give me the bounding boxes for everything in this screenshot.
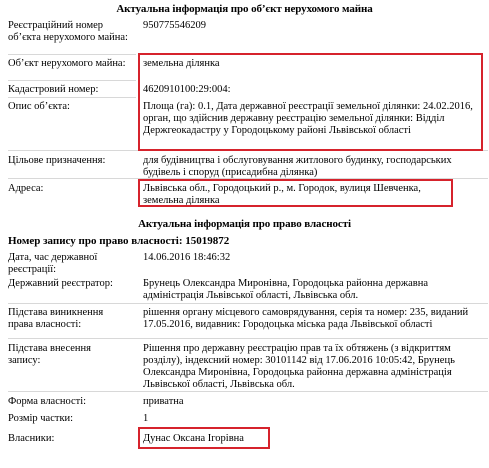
label-owners: Власники: [8,433,55,444]
label-ownership-basis: Підстава виникнення права власності: [8,307,104,330]
label-cadastral-number: Кадастровий номер: [8,84,99,95]
row-divider [8,303,488,304]
highlight-owner-box [138,427,270,449]
ownership-section-title: Актуальна інформація про право власності [138,218,351,230]
value-object-type: земельна ділянка [143,58,220,69]
row-divider [8,391,488,392]
row-divider [8,80,136,81]
value-purpose: для будівництва і обслуговування житлового будинку, господарських будівель і споруд (присадибна ділянка) [143,155,452,178]
label-registration-number: Реєстраційний номер об’єкта нерухомого майна: [8,20,128,43]
value-registration-date: 14.06.2016 18:46:32 [143,252,231,263]
value-registration-number: 950775546209 [143,20,206,31]
row-divider [8,338,488,339]
record-number-heading [8,235,229,247]
label-purpose: Цільове призначення: [8,155,106,166]
value-share-size: 1 [143,413,149,424]
label-registration-date: Дата, час державної реєстрації: [8,252,98,275]
row-divider [8,97,136,98]
value-address: Львівська обл., Городоцький р., м. Городок, вулиця Шевченка, земельна ділянка [143,183,421,206]
label-share-size: Розмір частки: [8,413,74,424]
label-object-description: Опис об’єкта: [8,101,70,112]
value-ownership-basis: рішення органу місцевого самоврядування, серія та номер: 235, виданий 17.05.2016, видавник: Городоцька міська рада Львівської області [143,307,469,330]
value-entry-basis: Рішення про державну реєстрацію прав та їх обтяжень (з відкриттям розділу), індексний номер: 30101142 від 17.06.2016 10:05:42, Брунець Олександра Миронівна, Городоцька районна державна адміністрація Львівської області, Львівська обл. [143,343,455,390]
value-ownership-form: приватна [143,396,184,407]
value-cadastral-number: 4620910100:29:004: [143,84,231,95]
label-object-type: Об’єкт нерухомого майна: [8,58,126,69]
value-object-description: Площа (га): 0.1, Дата державної реєстрації земельної ділянки: 24.02.2016, орган, що здійснив державну реєстрацію земельної ділянки: Відділ Держгеокадастру у Городоцькому районі Львівської області [143,101,473,136]
value-owners: Дунас Оксана Ігорівна [143,433,244,444]
label-registrar: Державний реєстратор: [8,278,113,289]
record-number-label: Номер запису про право власності: [8,235,183,247]
object-section-title: Актуальна інформація про об’єкт нерухомого майна [116,3,373,15]
label-entry-basis: Підстава внесення запису: [8,343,92,366]
label-address: Адреса: [8,183,44,194]
label-ownership-form: Форма власності: [8,396,87,407]
highlight-object-box [138,53,483,151]
highlight-address-box [138,179,453,207]
record-number-value: 15019872 [185,235,230,247]
row-divider [8,54,136,55]
value-registrar: Брунець Олександра Миронівна, Городоцька районна державна адміністрація Львівської області, Львівська обл. [143,278,428,301]
